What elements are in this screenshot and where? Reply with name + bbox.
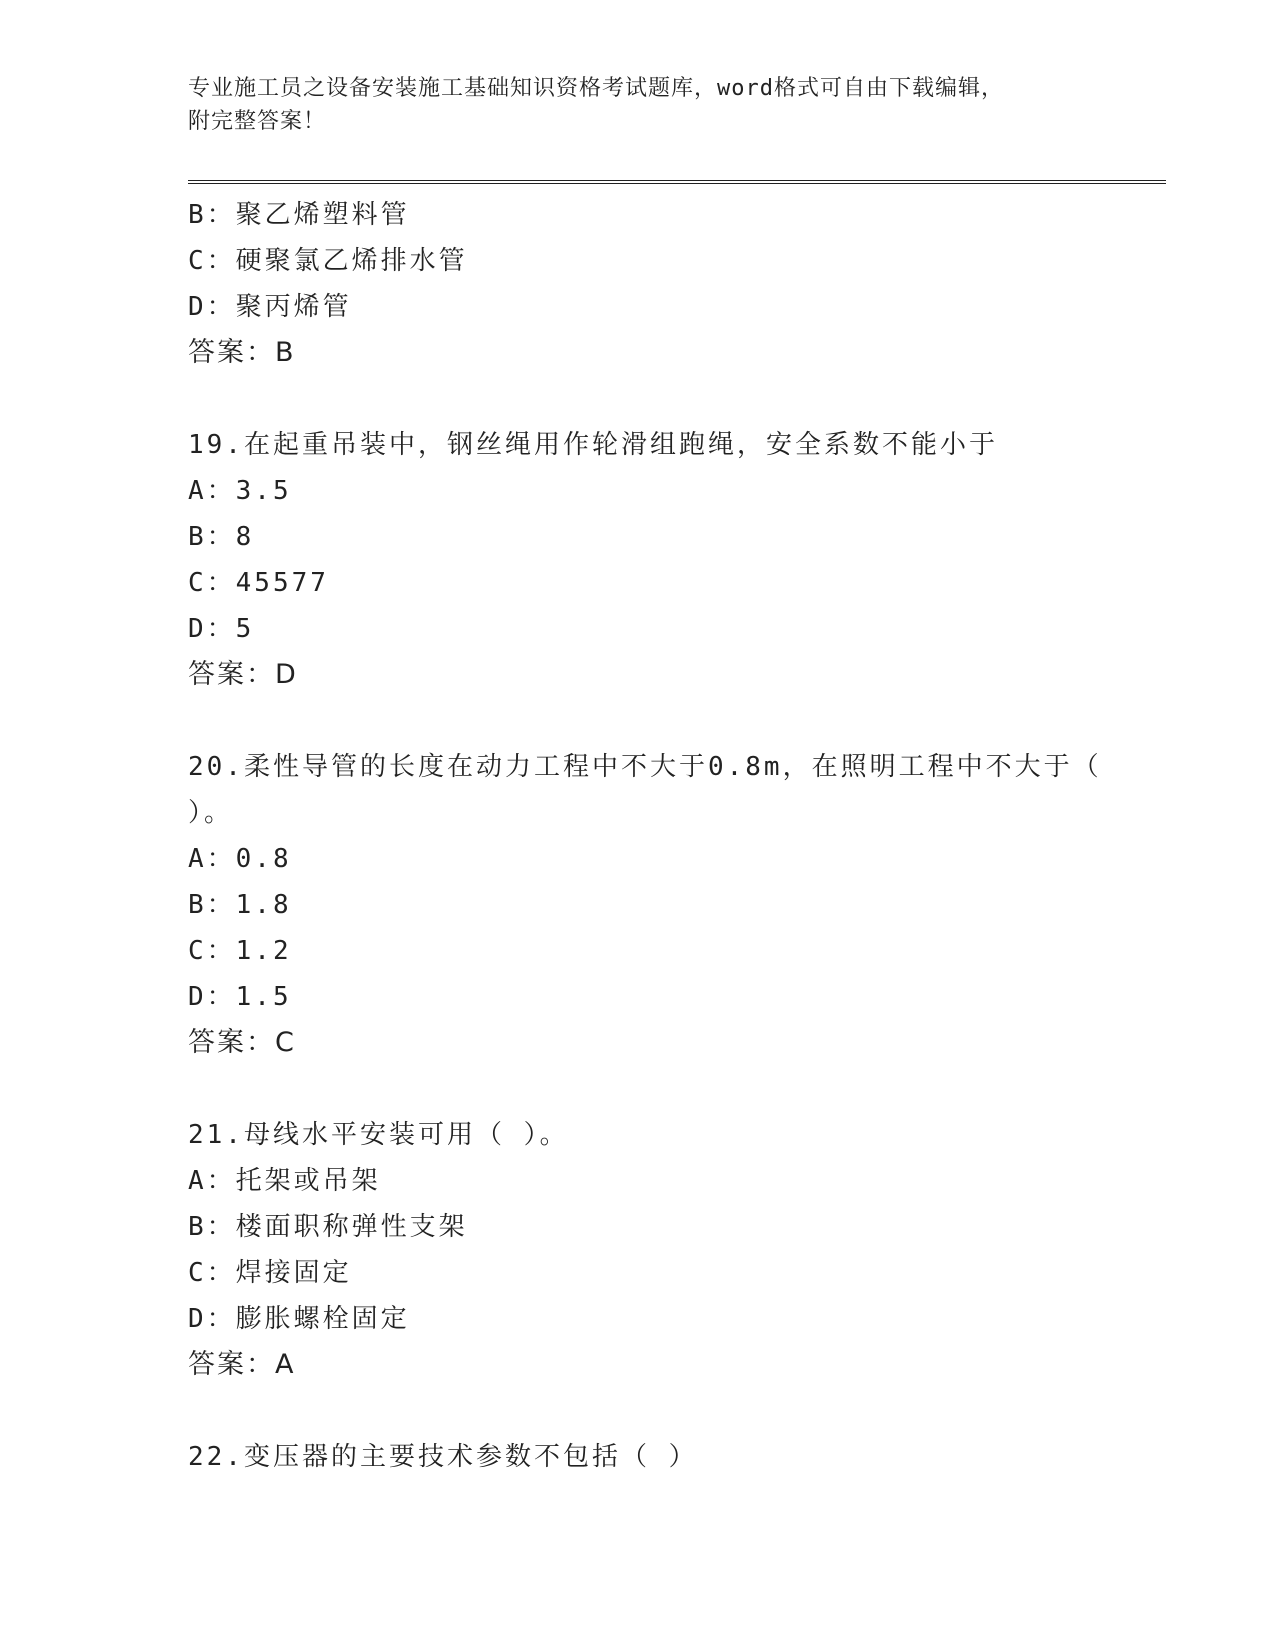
header-line-2: 附完整答案！ (188, 109, 327, 134)
question-title-line-2: ）。 (188, 798, 234, 828)
option-b: B：聚乙烯塑料管 (188, 200, 410, 230)
option-c: C：45577 (188, 568, 329, 598)
option-d: D：1.5 (188, 982, 292, 1012)
option-d: D：5 (188, 614, 255, 644)
question-title: 21.母线水平安装可用（ ）。 (188, 1120, 569, 1150)
document-header (188, 72, 1168, 138)
option-b: B：1.8 (188, 890, 292, 920)
document-page (188, 72, 1168, 1480)
option-c: C：1.2 (188, 936, 292, 966)
header-line-1: 专业施工员之设备安装施工基础知识资格考试题库，word格式可自由下载编辑， (188, 76, 1004, 101)
answer-label: 答案：C (188, 1027, 296, 1058)
option-c: C：硬聚氯乙烯排水管 (188, 246, 468, 276)
question-20 (188, 744, 1168, 1066)
option-b: B：楼面职称弹性支架 (188, 1212, 468, 1242)
question-title: 19.在起重吊装中，钢丝绳用作轮滑组跑绳，安全系数不能小于 (188, 430, 998, 460)
option-c: C：焊接固定 (188, 1258, 352, 1288)
header-divider (188, 180, 1166, 184)
question-partial (188, 192, 1168, 376)
question-title-line-1: 20.柔性导管的长度在动力工程中不大于0.8m，在照明工程中不大于（ (188, 752, 1102, 782)
question-list (188, 192, 1168, 1480)
option-d: D：膨胀螺栓固定 (188, 1304, 410, 1334)
option-a: A：3.5 (188, 476, 292, 506)
answer-label: 答案：A (188, 1349, 296, 1380)
question-21 (188, 1112, 1168, 1388)
option-d: D：聚丙烯管 (188, 292, 352, 322)
option-a: A：托架或吊架 (188, 1166, 381, 1196)
option-b: B：8 (188, 522, 255, 552)
answer-label: 答案：D (188, 659, 298, 690)
option-a: A：0.8 (188, 844, 292, 874)
question-22 (188, 1434, 1168, 1480)
question-19 (188, 422, 1168, 698)
answer-label: 答案：B (188, 337, 296, 368)
question-title: 22.变压器的主要技术参数不包括（ ） (188, 1442, 698, 1472)
